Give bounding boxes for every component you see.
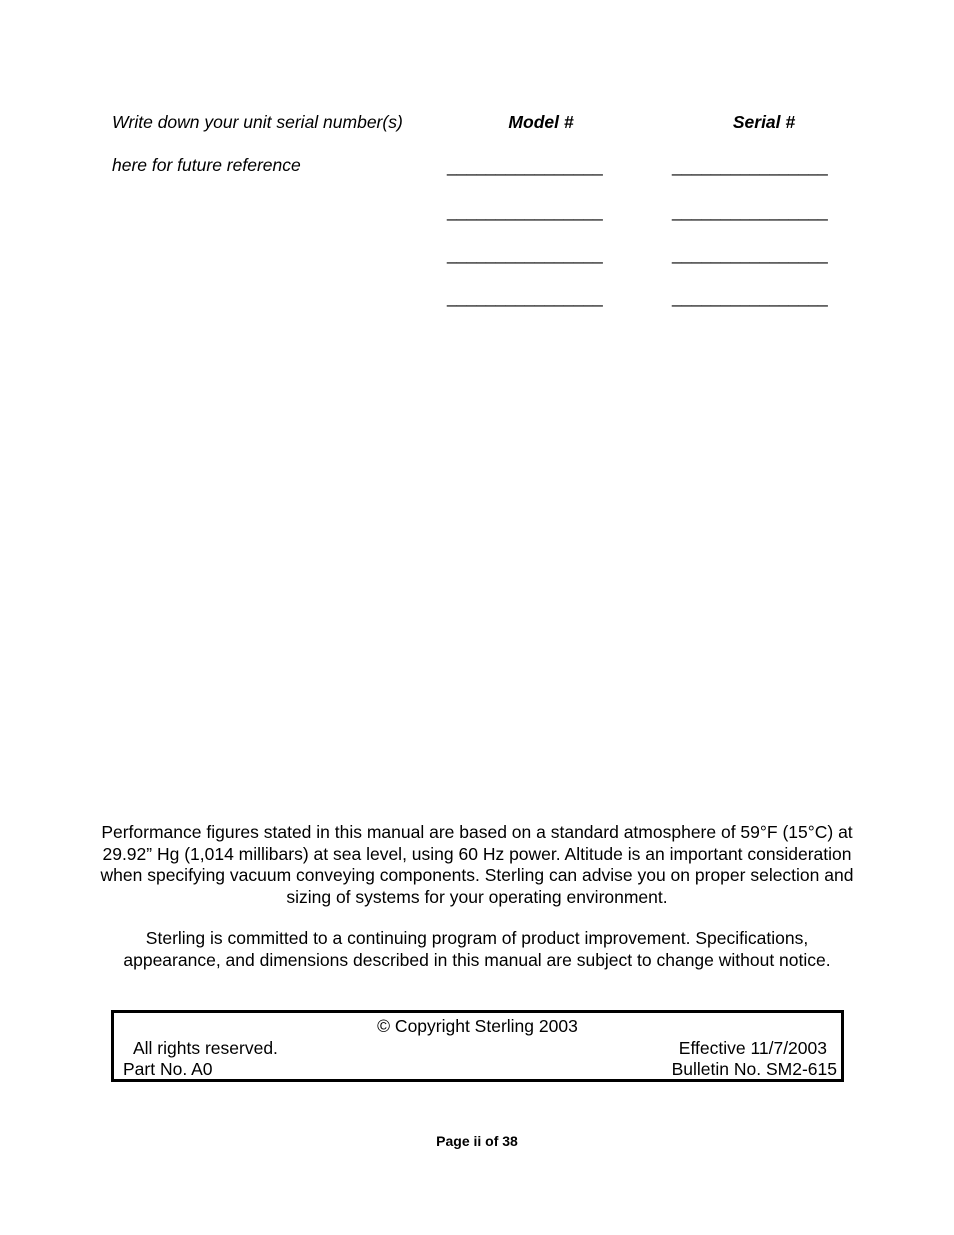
page-number: Page ii of 38 [436,1133,518,1149]
model-blank-1[interactable]: ________________ [447,156,603,176]
serial-blank-4[interactable]: ________________ [672,287,828,307]
improvement-note: Sterling is committed to a continuing program of product improvement. Specifications, appearance, and dimensions described in this manual are subject to change without notice. [123,928,831,970]
model-column-header: Model # [508,112,574,132]
performance-note: Performance figures stated in this manual are based on a standard atmosphere of 59°F (15°C) at 29.92” Hg (1,014 millibars) at sea level, using 60 Hz power. Altitude is an important consideration when specifying vacuum conveying components. Sterling can advise you on proper selection and sizing of systems for your operating environment. [100,822,854,907]
serial-blank-3[interactable]: ________________ [672,244,828,264]
model-blank-4[interactable]: ________________ [447,287,603,307]
copyright-text: © Copyright Sterling 2003 [377,1016,578,1036]
copyright-box [111,1010,844,1082]
reference-instruction-line1: Write down your unit serial number(s) [112,112,403,132]
effective-date: Effective 11/7/2003 [678,1038,827,1058]
reference-instruction-line2: here for future reference [112,155,301,175]
serial-column-header: Serial # [732,112,796,132]
bulletin-number: Bulletin No. SM2-615 [671,1059,837,1079]
part-number: Part No. A0 [123,1059,213,1079]
serial-blank-2[interactable]: ________________ [672,201,828,221]
serial-blank-1[interactable]: ________________ [672,156,828,176]
rights-text: All rights reserved. [133,1038,278,1058]
model-blank-2[interactable]: ________________ [447,201,603,221]
model-blank-3[interactable]: ________________ [447,244,603,264]
